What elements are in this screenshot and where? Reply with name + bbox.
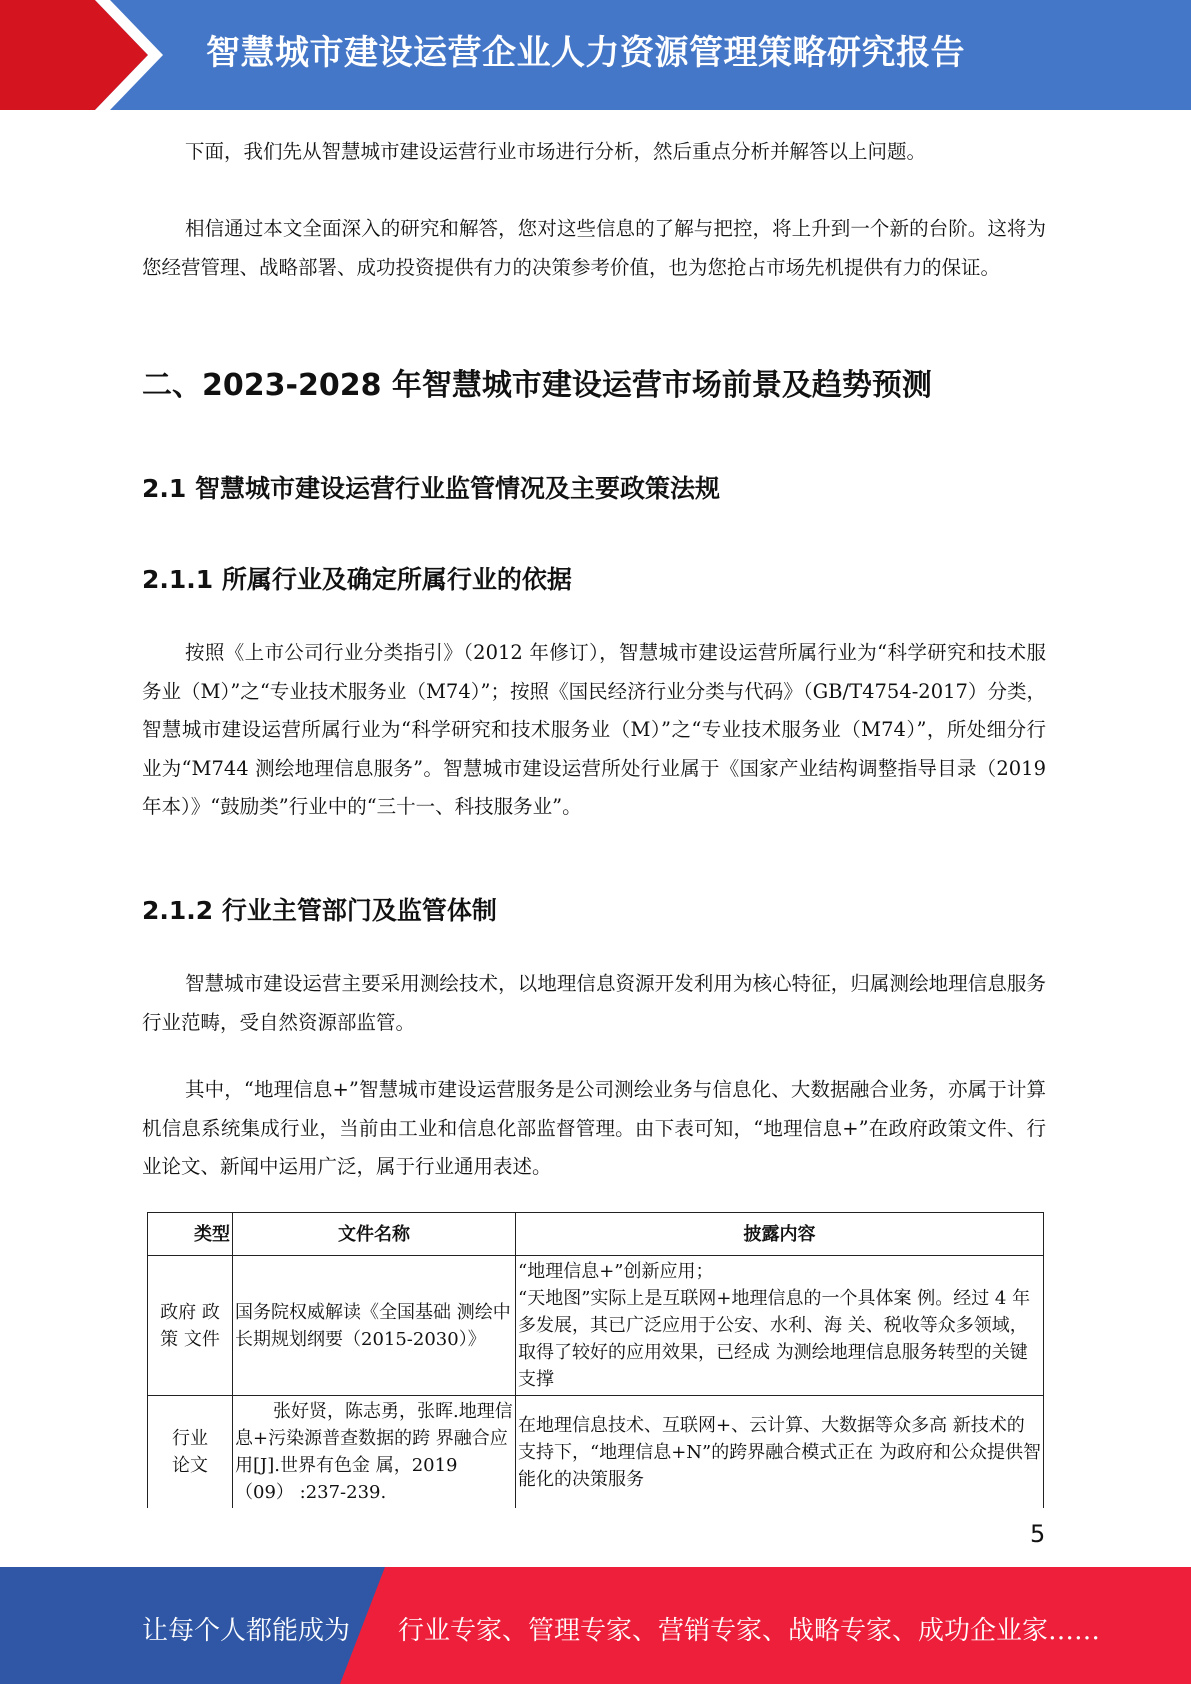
table-header-name: 文件名称 [233, 1213, 516, 1256]
section-2-1-1-paragraph: 按照《上市公司行业分类指引》（2012 年修订），智慧城市建设运营所属行业为“科学研究和技术服务业（M）”之“专业技术服务业（M74）”；按照《国民经济行业分类与代码》（GB/T4754-2017）分类，智慧城市建设运营所属行业为“科学研究和技术服务业（M）”之“专业技术服务业（M74）”，所处细分行业为“M744 测绘地理信息服务”。智慧城市建设运营所处行业属于《国家产业结构调整指导目录（2019 年本）》“鼓励类”行业中的“三十一、科技服务业”。 [142, 641, 1046, 818]
intro-paragraph-2: 相信通过本文全面深入的研究和解答，您对这些信息的了解与把控，将上升到一个新的台阶。这将为您经营管理、战略部署、成功投资提供有力的决策参考价值，也为您抢占市场先机提供有力的保证。 [142, 217, 1046, 279]
footer-slogan-right: 行业专家、管理专家、营销专家、战略专家、成功企业家…… [398, 1616, 1101, 1646]
intro-paragraph-1: 下面，我们先从智慧城市建设运营行业市场进行分析，然后重点分析并解答以上问题。 [185, 140, 927, 163]
table-row [148, 1396, 1044, 1509]
section-2-1-2-paragraph-2: 其中，“地理信息+”智慧城市建设运营服务是公司测绘业务与信息化、大数据融合业务，亦属于计算机信息系统集成行业，当前由工业和信息化部监督管理。由下表可知，“地理信息+”在政府政策文件、行业论文、新闻中运用广泛，属于行业通用表述。 [142, 1078, 1046, 1178]
table-cell-content [516, 1256, 1044, 1396]
report-title: 智慧城市建设运营企业人力资源管理策略研究报告 [206, 33, 965, 73]
table-row [148, 1256, 1044, 1396]
reference-table [147, 1212, 1044, 1508]
section-2-1-2-paragraph-1: 智慧城市建设运营主要采用测绘技术，以地理信息资源开发利用为核心特征，归属测绘地理信息服务行业范畴，受自然资源部监管。 [142, 972, 1046, 1034]
table-cell-type: 政府 政策 文件 [148, 1256, 233, 1396]
header-bar [0, 0, 1191, 110]
table-header-content: 披露内容 [516, 1213, 1044, 1256]
table-cell-type: 行业 论文 [148, 1396, 233, 1509]
footer-slogan-left: 让每个人都能成为 [142, 1616, 351, 1646]
table-cell-content-line: “地理信息+”创新应用； [518, 1261, 714, 1282]
section-2-1-title: 2.1 智慧城市建设运营行业监管情况及主要政策法规 [142, 474, 720, 503]
page-number: 5 [1030, 1520, 1046, 1548]
table-cell-name: 国务院权威解读《全国基础 测绘中长期规划纲要（2015-2030）》 [233, 1256, 516, 1396]
table-header-type: 类型 [148, 1213, 233, 1256]
section-2-1-1-title: 2.1.1 所属行业及确定所属行业的依据 [142, 565, 572, 594]
table-cell-content-line: “天地图”实际上是互联网+地理信息的一个具体案 例。经过 4 年多发展，其已广泛应用于公安、水利、海 关、税收等众多领域，取得了较好的应用效果，已经成 为测绘地理信息服务转型的关键支撑 [518, 1288, 1031, 1390]
section-2-1-2-title: 2.1.2 行业主管部门及监管体制 [142, 896, 497, 925]
section-2-title: 二、2023-2028 年智慧城市建设运营市场前景及趋势预测 [142, 368, 932, 403]
table-header-row [148, 1213, 1044, 1256]
table-cell-content: 在地理信息技术、互联网+、云计算、大数据等众多高 新技术的支持下，“地理信息+N”的跨界融合模式正在 为政府和公众提供智能化的决策服务 [516, 1396, 1044, 1509]
table-cell-name: 张好贤，陈志勇，张晖.地理信息+污染源普查数据的跨 界融合应用[J].世界有色金 属，2019（09） :237-239. [233, 1396, 516, 1509]
